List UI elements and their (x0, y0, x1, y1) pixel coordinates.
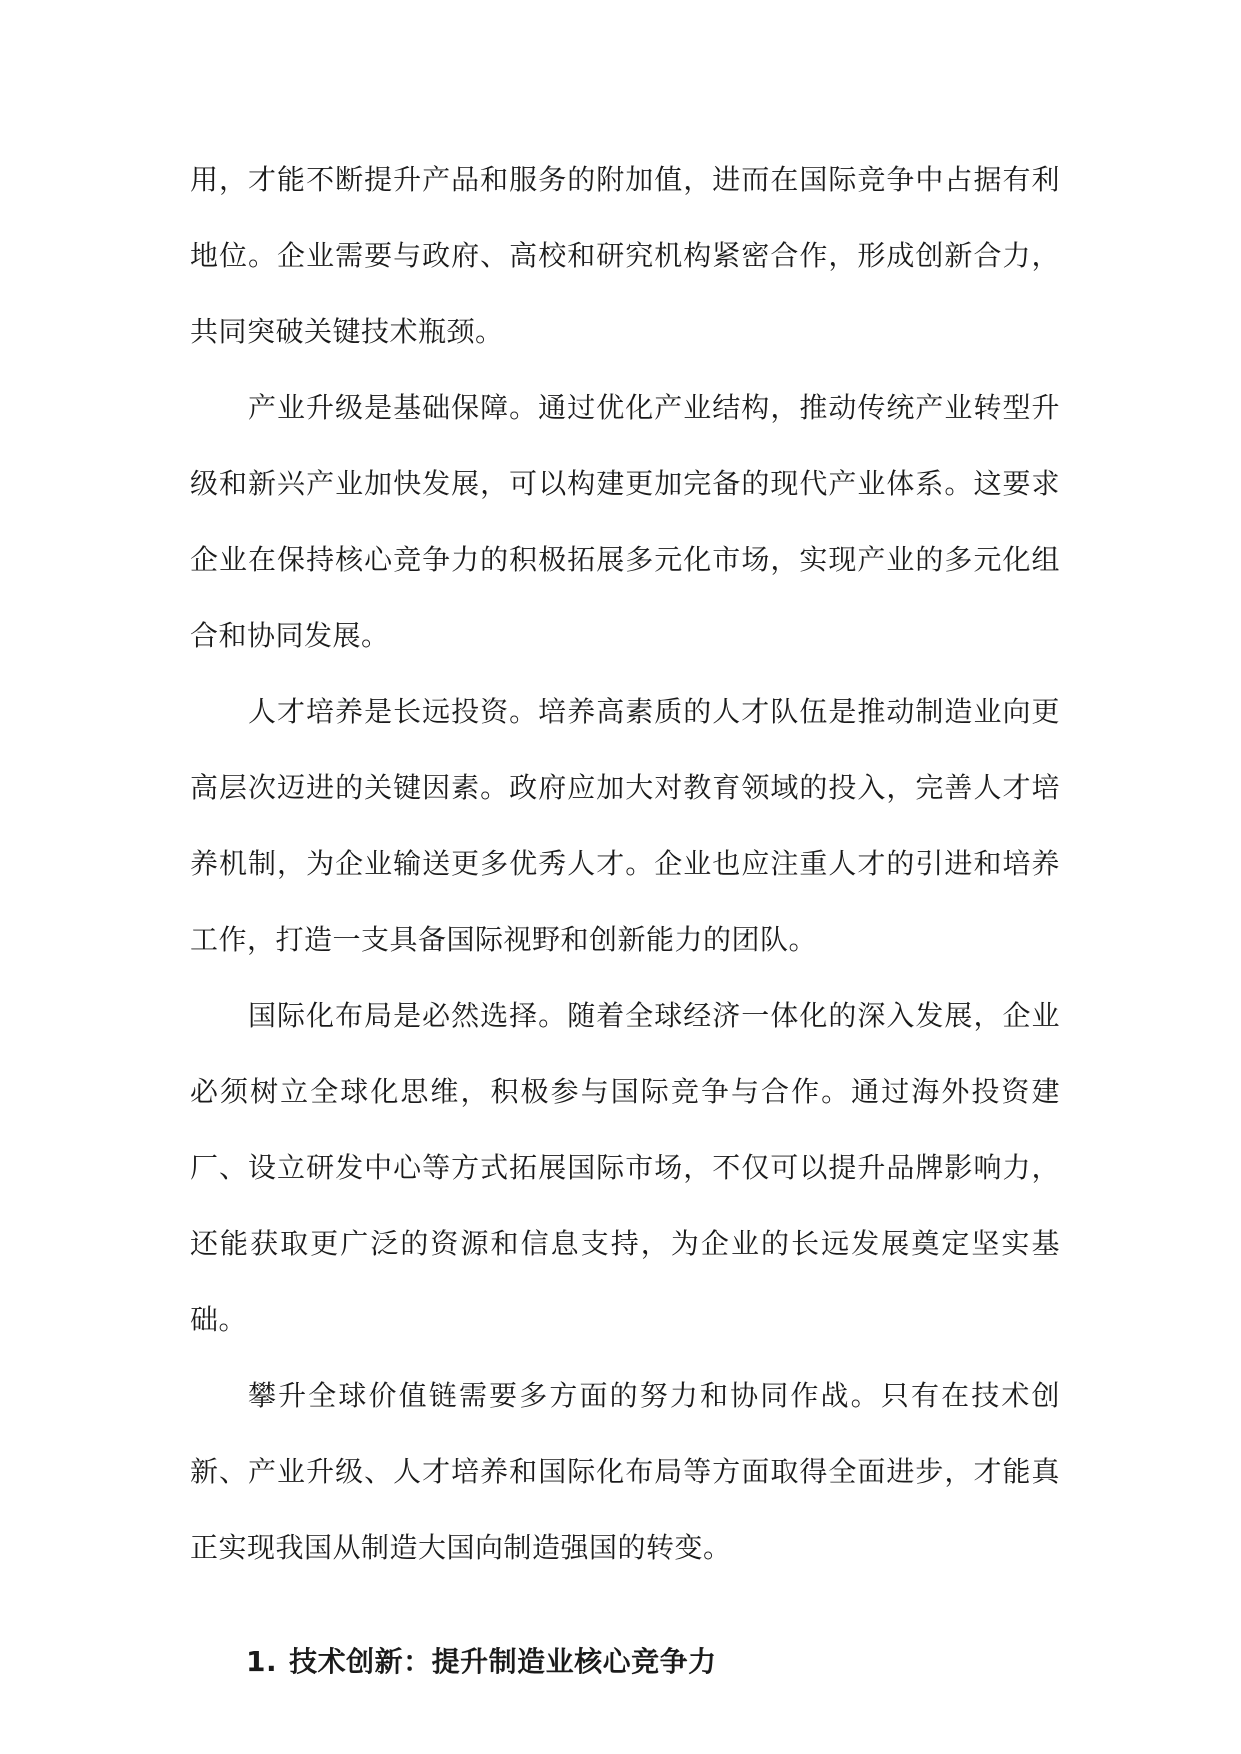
section-heading-text: 技术创新：提升制造业核心竞争力 (289, 1645, 717, 1678)
section-heading-number: 1. (246, 1645, 278, 1678)
paragraph-industrial-upgrade: 产业升级是基础保障。通过优化产业结构，推动传统产业转型升级和新兴产业加快发展，可以构建更加完备的现代产业体系。这要求企业在保持核心竞争力的积极拓展多元化市场，实现产业的多元化组合和协同发展。 (190, 391, 1060, 652)
paragraph-talent-training: 人才培养是长远投资。培养高素质的人才队伍是推动制造业向更高层次迈进的关键因素。政府应加大对教育领域的投入，完善人才培养机制，为企业输送更多优秀人才。企业也应注重人才的引进和培养工作，打造一支具备国际视野和创新能力的团队。 (190, 695, 1060, 956)
document-page (190, 142, 1060, 1700)
paragraph-summary: 攀升全球价值链需要多方面的努力和协同作战。只有在技术创新、产业升级、人才培养和国际化布局等方面取得全面进步，才能真正实现我国从制造大国向制造强国的转变。 (190, 1379, 1060, 1564)
paragraph-internationalization: 国际化布局是必然选择。随着全球经济一体化的深入发展，企业必须树立全球化思维，积极参与国际竞争与合作。通过海外投资建厂、设立研发中心等方式拓展国际市场，不仅可以提升品牌影响力，还能获取更广泛的资源和信息支持，为企业的长远发展奠定坚实基础。 (190, 999, 1060, 1336)
section-heading (190, 1624, 1060, 1700)
paragraph-continuation: 用，才能不断提升产品和服务的附加值，进而在国际竞争中占据有利地位。企业需要与政府、高校和研究机构紧密合作，形成创新合力，共同突破关键技术瓶颈。 (190, 163, 1060, 348)
